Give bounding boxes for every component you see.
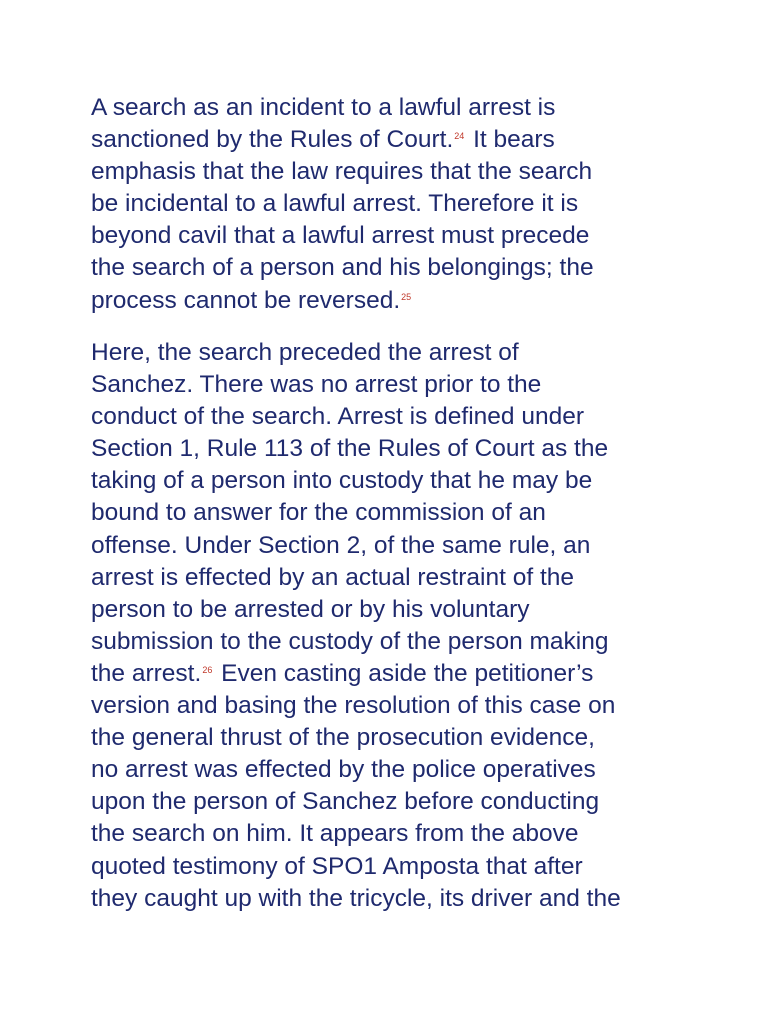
text-run: the search of a person and his belongings; the [91, 254, 594, 282]
text-run: conduct of the search. Arrest is defined under [91, 403, 585, 431]
text-line [91, 124, 691, 156]
text-line [91, 658, 691, 690]
text-run: process cannot be reversed. [91, 286, 401, 314]
text-run: taking of a person into custody that he may be [91, 467, 593, 495]
text-run: It bears [466, 126, 555, 154]
text-run: arrest is effected by an actual restraint of the [91, 563, 575, 591]
text-line [91, 252, 691, 284]
paragraph-2 [91, 337, 691, 915]
text-line [91, 530, 691, 562]
text-line [91, 497, 691, 529]
text-line [91, 369, 691, 401]
text-line [91, 401, 691, 433]
text-run: A search as an incident to a lawful arrest is [91, 94, 556, 121]
footnote-marker: 24 [454, 131, 465, 142]
text-line [91, 754, 691, 786]
text-run: submission to the custody of the person making [91, 627, 609, 655]
text-line [91, 220, 691, 252]
text-line [91, 92, 691, 124]
text-run: quoted testimony of SPO1 Amposta that after [91, 852, 583, 880]
text-line [91, 818, 691, 850]
text-run: they caught up with the tricycle, its driver and the [91, 884, 621, 912]
text-line [91, 851, 691, 883]
text-line [91, 433, 691, 465]
text-run: offense. Under Section 2, of the same rule, an [91, 531, 591, 559]
text-run: Here, the search preceded the arrest of [91, 339, 519, 366]
text-line [91, 690, 691, 722]
text-run: upon the person of Sanchez before conducting [91, 788, 600, 816]
text-run: version and basing the resolution of this case on [91, 692, 616, 720]
text-run: the general thrust of the prosecution evidence, [91, 724, 595, 752]
text-line [91, 465, 691, 497]
text-run: the arrest. [91, 659, 202, 687]
text-run: emphasis that the law requires that the search [91, 158, 593, 186]
text-run: Sanchez. There was no arrest prior to the [91, 371, 542, 399]
footnote-marker: 25 [401, 291, 412, 302]
text-run: person to be arrested or by his voluntary [91, 595, 530, 623]
text-line [91, 337, 691, 369]
paragraph-1 [91, 92, 691, 317]
text-line [91, 156, 691, 188]
text-run: bound to answer for the commission of an [91, 499, 546, 527]
text-line [91, 594, 691, 626]
text-line [91, 722, 691, 754]
text-line [91, 188, 691, 220]
text-line [91, 285, 691, 317]
text-line [91, 786, 691, 818]
text-run: Section 1, Rule 113 of the Rules of Court as the [91, 435, 609, 463]
text-run: beyond cavil that a lawful arrest must precede [91, 222, 590, 250]
text-run: the search on him. It appears from the above [91, 820, 579, 848]
text-line [91, 883, 691, 915]
text-run: sanctioned by the Rules of Court. [91, 126, 454, 154]
text-run: Even casting aside the petitioner’s [214, 659, 594, 687]
text-line [91, 626, 691, 658]
text-line [91, 562, 691, 594]
footnote-marker: 26 [202, 664, 213, 675]
text-run: be incidental to a lawful arrest. Therefore it is [91, 190, 579, 218]
text-run: no arrest was effected by the police operatives [91, 756, 596, 784]
